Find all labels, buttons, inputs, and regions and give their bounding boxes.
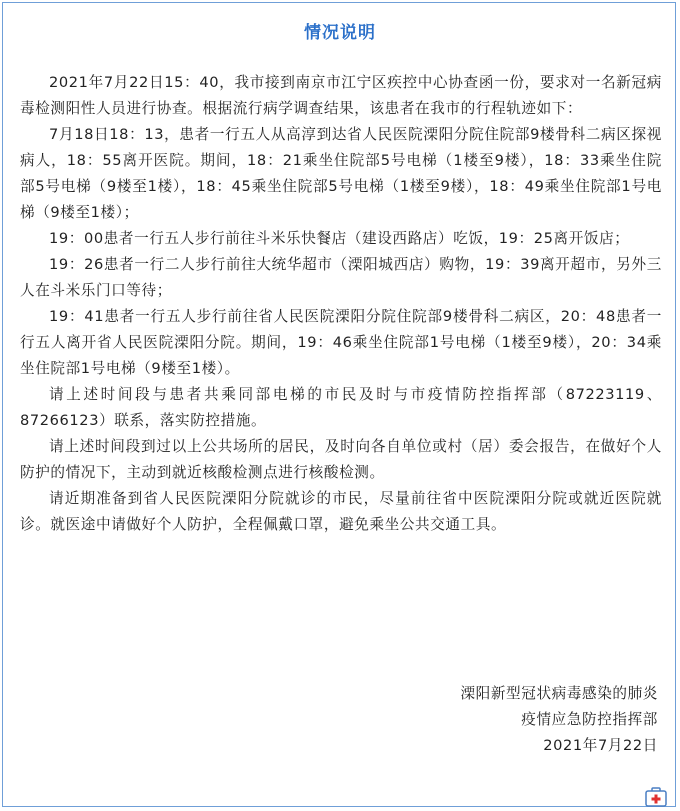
document-body [20, 70, 662, 538]
signature-org-line1: 溧阳新型冠状病毒感染的肺炎 [460, 685, 658, 702]
paragraph-notice-public-places: 请上述时间段到过以上公共场所的居民，及时向各自单位或村（居）委会报告，在做好个人防护的情况下，主动到就近核酸检测点进行核酸检测。 [20, 438, 662, 481]
document-title: 情况说明 [304, 23, 376, 43]
paragraph-itinerary-hospital: 7月18日18：13，患者一行五人从高淳到达省人民医院溧阳分院住院部9楼骨科二病区探视病人，18：55离开医院。期间，18：21乘坐住院部5号电梯（1楼至9楼），18：33乘坐住院部5号电梯（9楼至1楼），18：45乘坐住院部5号电梯（1楼至9楼），18：49乘坐住院部1号电梯（9楼至1楼）； [20, 126, 662, 221]
paragraph-notice-elevator: 请上述时间段与患者共乘同部电梯的市民及时与市疫情防控指挥部（87223119、87266123）联系，落实防控措施。 [20, 386, 662, 429]
signature-block [460, 681, 658, 759]
paragraph-itinerary-return: 19：41患者一行五人步行前往省人民医院溧阳分院住院部9楼骨科二病区，20：48患者一行五人离开省人民医院溧阳分院。期间，19：46乘坐住院部1号电梯（1楼至9楼），20：34乘坐住院部1号电梯（9楼至1楼）。 [20, 308, 662, 377]
paragraph-itinerary-supermarket: 19：26患者一行二人步行前往大统华超市（溧阳城西店）购物，19：39离开超市，另外三人在斗米乐门口等待； [20, 256, 662, 299]
signature-date: 2021年7月22日 [543, 737, 658, 754]
paragraph-intro: 2021年7月22日15：40，我市接到南京市江宁区疾控中心协查函一份，要求对一名新冠病毒检测阳性人员进行协查。根据流行病学调查结果，该患者在我市的行程轨迹如下： [20, 74, 662, 117]
medical-kit-icon [645, 787, 667, 807]
signature-org-line2: 疫情应急防控指挥部 [521, 711, 658, 728]
paragraph-itinerary-restaurant: 19：00患者一行五人步行前往斗米乐快餐店（建设西路店）吃饭，19：25离开饭店； [49, 230, 630, 247]
paragraph-notice-hospital-visits: 请近期准备到省人民医院溧阳分院就诊的市民，尽量前往省中医院溧阳分院或就近医院就诊。就医途中请做好个人防护，全程佩戴口罩，避免乘坐公共交通工具。 [20, 490, 662, 533]
